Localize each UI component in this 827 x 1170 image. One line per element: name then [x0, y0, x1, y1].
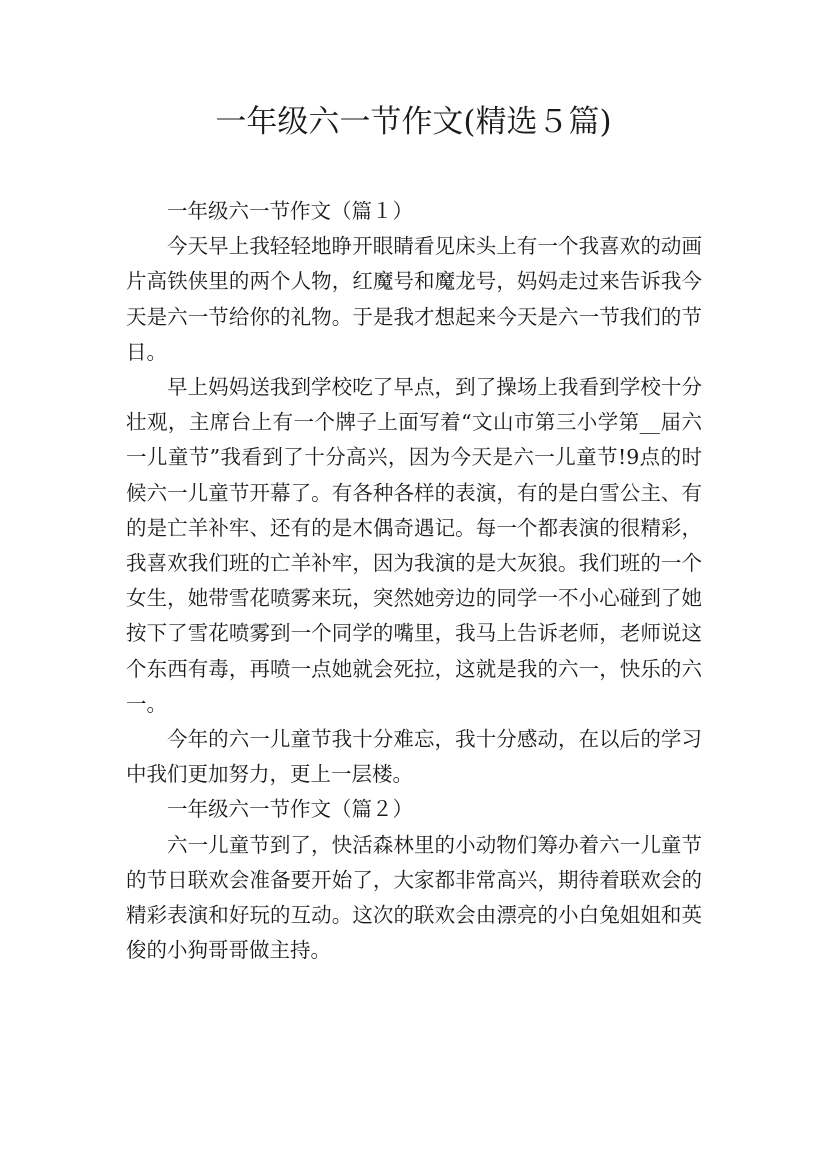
- paragraph: 早上妈妈送我到学校吃了早点，到了操场上我看到学校十分壮观，主席台上有一个牌子上面写着“文山市第三小学第__届六一儿童节”我看到了十分高兴，因为今天是六一儿童节!9点的时候六一儿童节开幕了。有各种各样的表演，有的是白雪公主、有的是亡羊补牢、还有的是木偶奇遇记。每一个都表演的很精彩，我喜欢我们班的亡羊补牢，因为我演的是大灰狼。我们班的一个女生，她带雪花喷雾来玩，突然她旁边的同学一不小心碰到了她按下了雪花喷雾到一个同学的嘴里，我马上告诉老师，老师说这个东西有毒，再喷一点她就会死拉，这就是我的六一，快乐的六一。: [126, 375, 702, 716]
- section-heading: 一年级六一节作文（篇２）: [167, 797, 413, 822]
- document-title: 一年级六一节作文(精选５篇): [215, 104, 612, 140]
- section-heading: 一年级六一节作文（篇１）: [167, 199, 413, 223]
- paragraph: 今年的六一儿童节我十分难忘，我十分感动，在以后的学习中我们更加努力，更上一层楼。: [126, 727, 702, 787]
- section-1: [126, 194, 702, 792]
- document-body: [126, 194, 702, 968]
- paragraph: 今天早上我轻轻地睁开眼睛看见床头上有一个我喜欢的动画片高铁侠里的两个人物，红魔号和魔龙号，妈妈走过来告诉我今天是六一节给你的礼物。于是我才想起来今天是六一节我们的节日。: [126, 234, 702, 364]
- paragraph: 六一儿童节到了，快活森林里的小动物们筹办着六一儿童节的节日联欢会准备要开始了，大家都非常高兴，期待着联欢会的精彩表演和好玩的互动。这次的联欢会由漂亮的小白兔姐姐和英俊的小狗哥哥做主持。: [126, 832, 702, 963]
- section-2: [126, 792, 702, 968]
